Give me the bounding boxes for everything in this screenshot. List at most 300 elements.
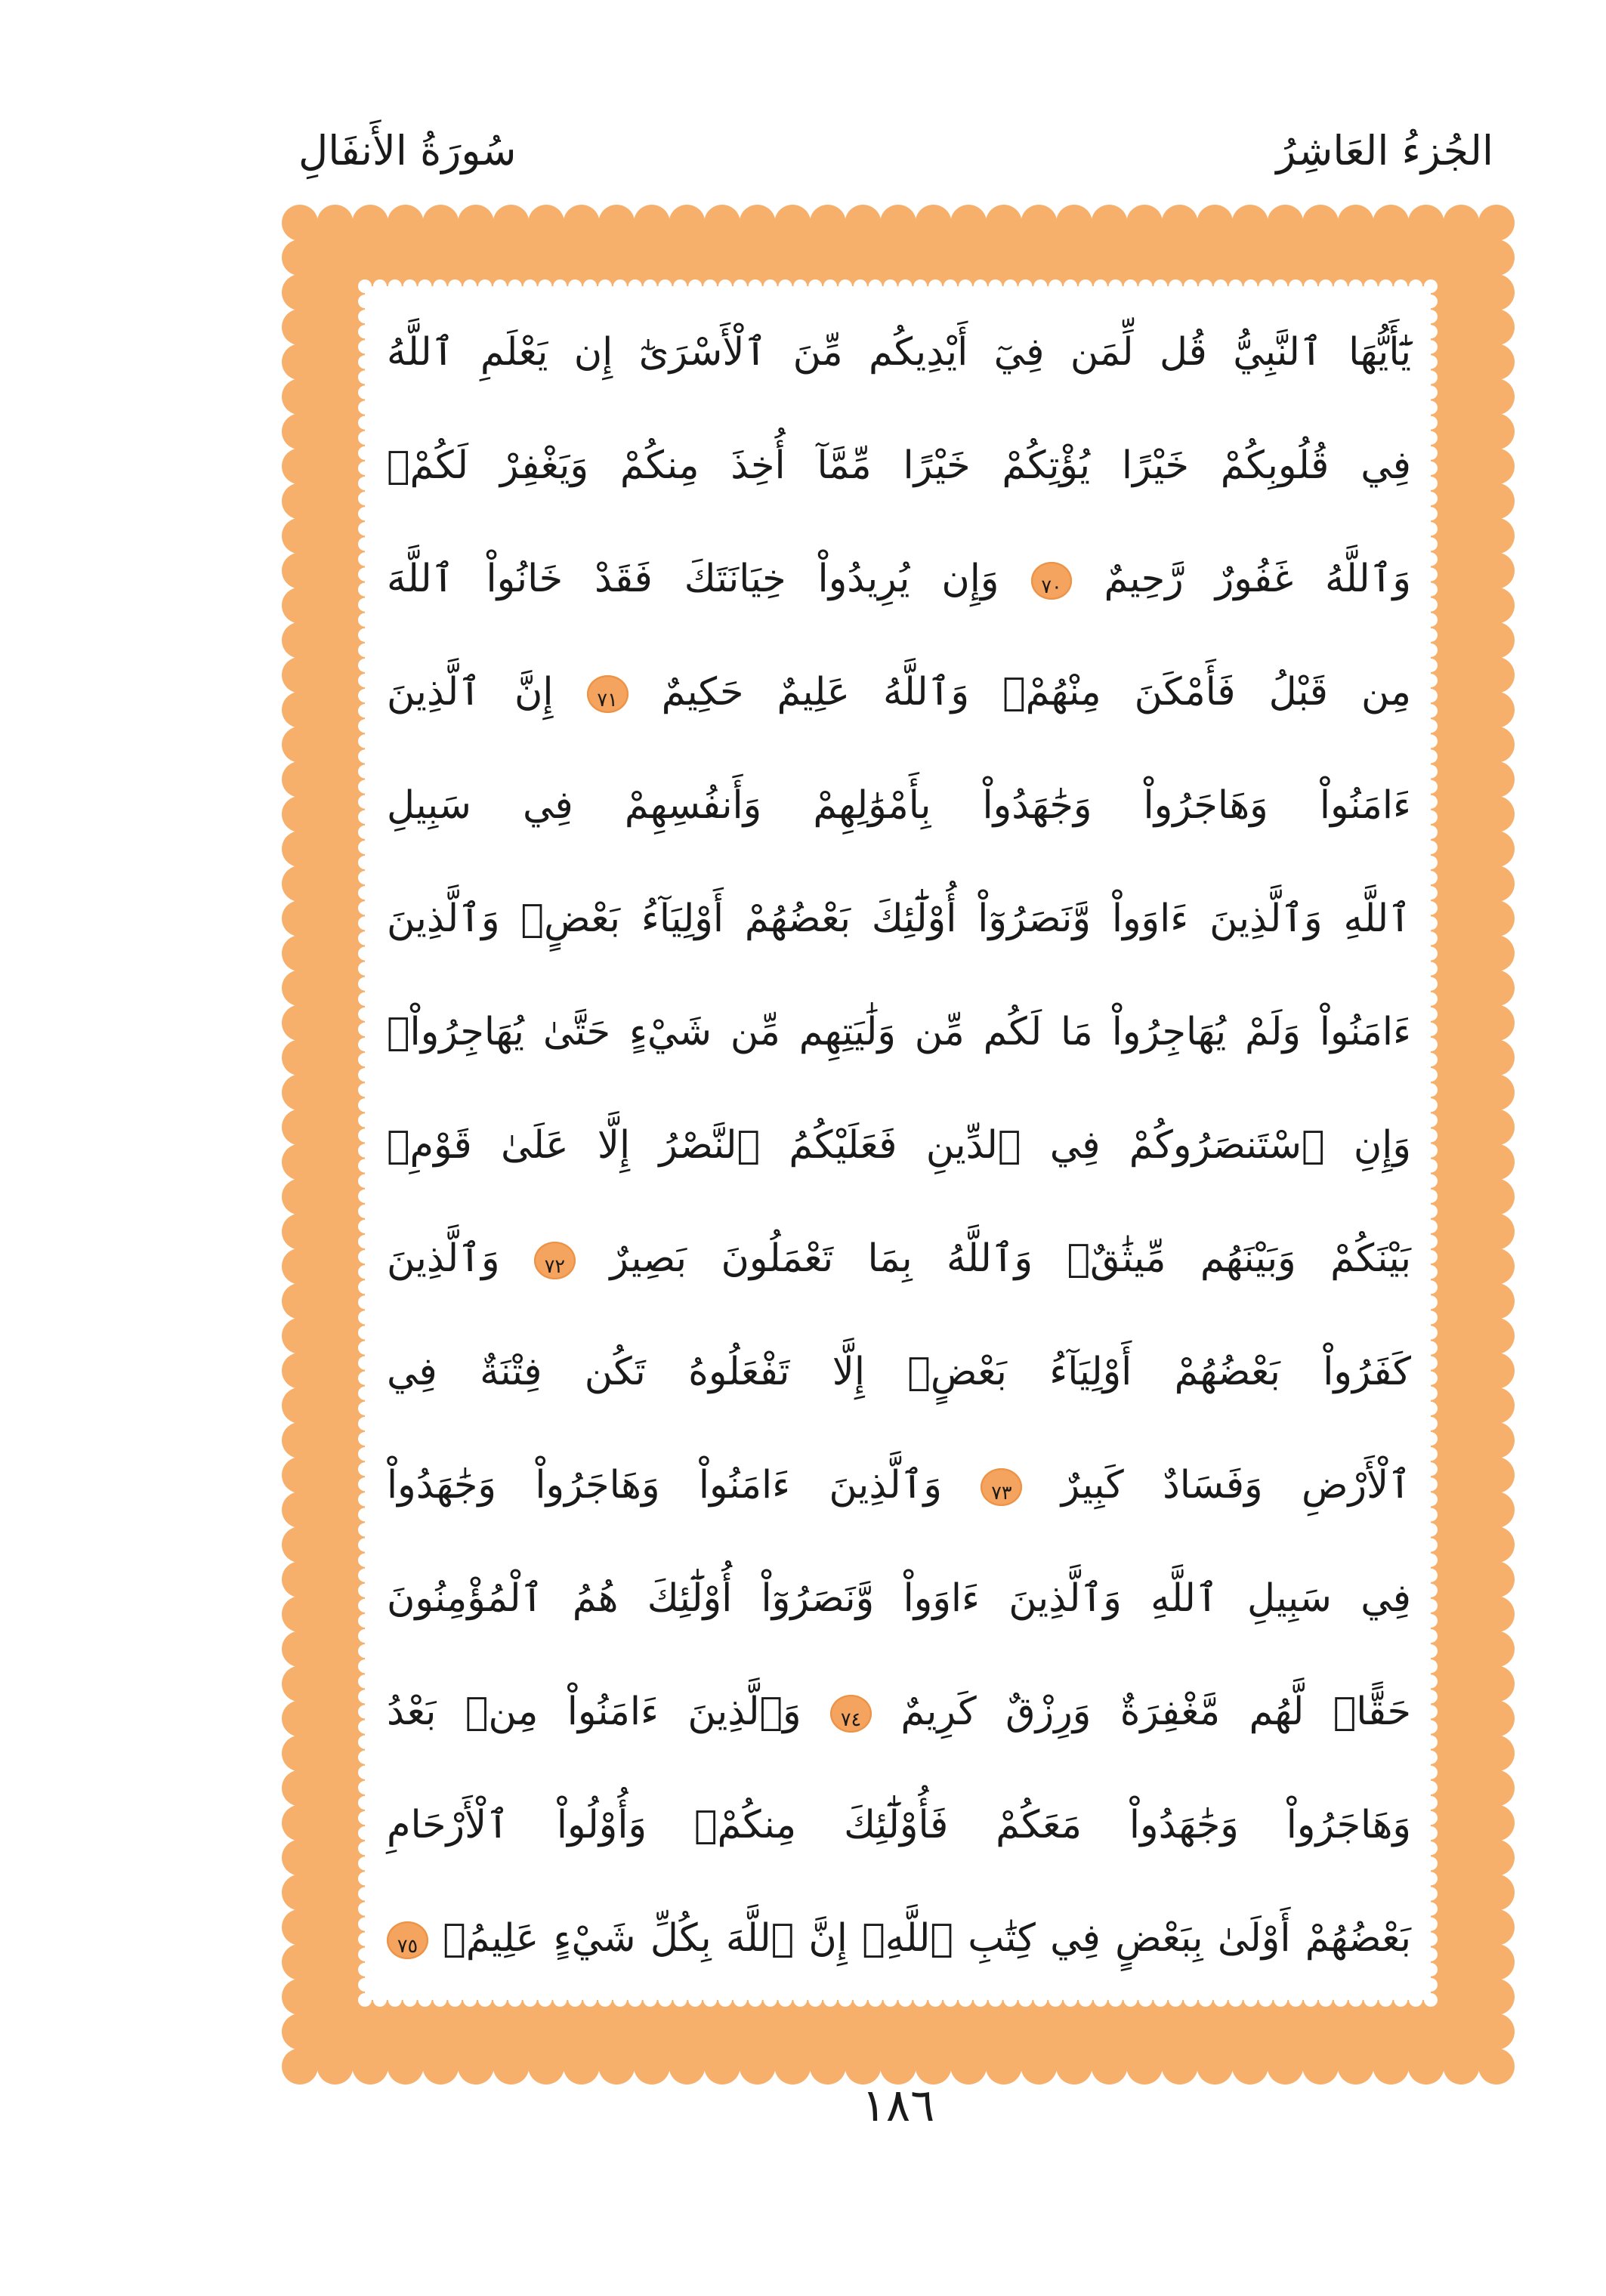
- frame-scallop: [793, 279, 807, 293]
- frame-scallop: [1424, 689, 1438, 702]
- frame-scallop: [1424, 1280, 1438, 1294]
- frame-scallop: [1424, 613, 1438, 627]
- frame-scallop: [508, 279, 522, 293]
- frame-scallop: [1033, 279, 1047, 293]
- frame-scallop: [358, 780, 372, 794]
- frame-scallop: [1424, 765, 1438, 779]
- frame-scallop: [1424, 992, 1438, 1006]
- frame-scallop: [1424, 947, 1438, 961]
- frame-scallop: [1424, 1584, 1438, 1597]
- frame-scallop: [1244, 279, 1258, 293]
- frame-scallop: [358, 1477, 372, 1491]
- frame-scallop: [358, 1644, 372, 1658]
- frame-scallop: [373, 1993, 387, 2007]
- frame-scallop: [358, 1053, 372, 1066]
- frame-scallop: [808, 279, 822, 293]
- frame-scallop: [1424, 841, 1438, 854]
- frame-scallop: [358, 461, 372, 475]
- frame-scallop: [1424, 1508, 1438, 1521]
- frame-scallop: [358, 1341, 372, 1355]
- frame-scallop: [523, 279, 537, 293]
- frame-scallop: [358, 1751, 372, 1764]
- frame-scallop: [358, 689, 372, 702]
- frame-scallop: [1079, 279, 1092, 293]
- frame-scallop: [358, 552, 372, 566]
- frame-scallop: [358, 598, 372, 612]
- frame-scallop: [1424, 1614, 1438, 1628]
- frame-scallop: [1424, 1295, 1438, 1309]
- frame-scallop: [1424, 446, 1438, 460]
- frame-scallop: [358, 1432, 372, 1446]
- frame-scallop: [358, 871, 372, 884]
- frame-scallop: [358, 507, 372, 520]
- line-text: وَهَاجَرُواْ وَجَٰهَدُواْ مَعَكُمْ فَأُوْلَٰٓئِكَ مِنكُمْۚ وَأُوْلُواْ ٱلْأَرْحَامِ: [387, 1803, 1411, 1847]
- ayah-number: ٧٣: [991, 1482, 1012, 1505]
- frame-scallop: [358, 1295, 372, 1309]
- frame-scallop: [1424, 1659, 1438, 1673]
- frame-scallop: [358, 826, 372, 839]
- frame-scallop: [358, 1826, 372, 1840]
- line-content: [387, 443, 1411, 488]
- frame-scallop: [358, 492, 372, 505]
- frame-scallop: [1424, 962, 1438, 976]
- frame-scallop: [1424, 826, 1438, 839]
- frame-scallop: [1424, 1796, 1438, 1810]
- frame-scallop: [1424, 1477, 1438, 1491]
- frame-scallop: [1424, 1554, 1438, 1567]
- frame-scallop: [358, 1205, 372, 1218]
- frame-scallop: [1424, 310, 1438, 323]
- frame-scallop: [358, 1993, 372, 2007]
- line-content: [387, 1010, 1411, 1054]
- line-text: ءَامَنُواْ وَهَاجَرُواْ وَجَٰهَدُواْ بِأَمْوَٰلِهِمْ وَأَنفُسِهِمْ فِي سَبِيلِ: [387, 783, 1411, 828]
- frame-scallop: [358, 1796, 372, 1810]
- frame-scallop: [1424, 568, 1438, 582]
- frame-scallop: [478, 279, 492, 293]
- frame-scallop: [1424, 643, 1438, 657]
- frame-scallop: [448, 279, 462, 293]
- frame-scallop: [1424, 386, 1438, 400]
- ayah-marker: [387, 1921, 428, 1959]
- frame-scallop: [358, 1918, 372, 1931]
- line-text: فِي قُلُوبِكُمْ خَيْرًا يُؤْتِكُمْ خَيْرًا مِّمَّآ أُخِذَ مِنكُمْ وَيَغْفِرْ لَكُمْۚ: [387, 443, 1411, 488]
- text-line-11: [387, 1429, 1411, 1542]
- frame-scallop: [358, 1948, 372, 1961]
- frame-scallop: [358, 1190, 372, 1203]
- frame-scallop: [358, 765, 372, 779]
- frame-scallop: [1124, 279, 1138, 293]
- frame-scallop: [358, 583, 372, 597]
- frame-scallop: [358, 340, 372, 353]
- line-text: يَٰٓأَيُّهَا ٱلنَّبِيُّ قُل لِّمَن فِيٓ أَيْدِيكُم مِّنَ ٱلْأَسْرَىٰٓ إِن يَعْلَمِ ٱللَّهُ: [387, 330, 1411, 375]
- frame-scallop: [1424, 1113, 1438, 1127]
- frame-scallop: [358, 1402, 372, 1415]
- frame-scallop: [1424, 795, 1438, 809]
- frame-scallop: [358, 310, 372, 323]
- frame-scallop: [629, 279, 642, 293]
- frame-scallop: [1319, 279, 1333, 293]
- line-content: [387, 1350, 1411, 1394]
- frame-scallop: [1304, 279, 1317, 293]
- frame-scallop: [373, 279, 387, 293]
- frame-scallop: [1424, 279, 1438, 293]
- line-content: [387, 896, 1411, 941]
- frame-scallop: [358, 1569, 372, 1582]
- frame-scallop: [1424, 1993, 1438, 2007]
- line-text: بَعْضُهُمْ أَوْلَىٰ بِبَعْضٍ فِي كِتَٰبِ ٱللَّهِۚ إِنَّ ٱللَّهَ بِكُلِّ شَيْءٍ عَلِيمُۢ: [443, 1916, 1412, 1961]
- frame-scallop: [1424, 1144, 1438, 1158]
- frame-scallop: [358, 613, 372, 627]
- frame-scallop: [1424, 931, 1438, 945]
- text-line-2: [387, 409, 1411, 523]
- frame-scallop: [358, 1326, 372, 1340]
- frame-scallop: [358, 1584, 372, 1597]
- frame-scallop: [358, 1705, 372, 1718]
- ayah-marker: [1031, 562, 1073, 600]
- frame-scallop: [358, 1674, 372, 1688]
- frame-scallop: [358, 1736, 372, 1749]
- frame-scallop: [1334, 279, 1348, 293]
- frame-scallop: [1424, 1235, 1438, 1248]
- line-text: ءَامَنُواْ وَلَمْ يُهَاجِرُواْ مَا لَكُم مِّن وَلَٰيَتِهِم مِّن شَيْءٍ حَتَّىٰ يُهَاجِرُواْۚ: [387, 1010, 1411, 1054]
- frame-scallop: [1394, 279, 1407, 293]
- frame-scallop: [1424, 416, 1438, 430]
- frame-scallop: [1424, 1766, 1438, 1779]
- frame-scallop: [1424, 1265, 1438, 1279]
- frame-scallop: [1424, 1174, 1438, 1188]
- frame-scallop: [1424, 1751, 1438, 1764]
- frame-scallop: [358, 719, 372, 733]
- frame-scallop: [1424, 1341, 1438, 1355]
- line-text: فِي سَبِيلِ ٱللَّهِ وَٱلَّذِينَ ءَاوَواْ وَّنَصَرُوٓاْ أُوْلَٰٓئِكَ هُمُ ٱلْمُؤْمِنُونَ: [387, 1576, 1411, 1621]
- frame-scallop: [358, 1038, 372, 1051]
- frame-scallop: [1424, 1492, 1438, 1506]
- line-text: وَٱلَّذِينَ ءَامَنُواْ وَهَاجَرُواْ وَجَٰهَدُواْ: [387, 1463, 942, 1508]
- page-header: [298, 119, 1493, 183]
- frame-scallop: [1424, 1038, 1438, 1051]
- frame-scallop: [358, 1659, 372, 1673]
- frame-scallop: [358, 401, 372, 415]
- frame-scallop: [358, 1492, 372, 1506]
- surah-title: سُورَةُ الأَنفَالِ: [298, 127, 517, 174]
- line-text: ٱللَّهِ وَٱلَّذِينَ ءَاوَواْ وَّنَصَرُوٓاْ أُوْلَٰٓئِكَ بَعْضُهُمْ أَوْلِيَآءُ بَعْضٍۚ وَٱلَّذِينَ: [387, 896, 1411, 941]
- frame-scallop: [1424, 1008, 1438, 1021]
- ayah-marker: [830, 1695, 872, 1733]
- ayah-number: ٧٢: [544, 1255, 566, 1279]
- frame-scallop: [854, 279, 867, 293]
- frame-scallop: [418, 279, 431, 293]
- frame-scallop: [358, 522, 372, 535]
- frame-scallop: [568, 279, 582, 293]
- frame-scallop: [358, 886, 372, 900]
- frame-scallop: [764, 279, 777, 293]
- line-text: وَإِن يُرِيدُواْ خِيَانَتَكَ فَقَدْ خَانُواْ ٱللَّهَ: [387, 557, 999, 601]
- line-text: وَٱللَّهُ غَفُورٌ رَّحِيمٌ: [1104, 557, 1412, 601]
- frame-scallop: [1424, 1978, 1438, 1992]
- frame-scallop: [358, 674, 372, 687]
- frame-scallop: [1424, 1310, 1438, 1324]
- line-text: إِنَّ ٱلَّذِينَ: [387, 670, 554, 714]
- frame-scallop: [1109, 279, 1123, 293]
- frame-scallop: [1424, 477, 1438, 490]
- frame-scallop: [358, 1008, 372, 1021]
- frame-scallop: [1064, 279, 1077, 293]
- frame-scallop: [1424, 492, 1438, 505]
- frame-scallop: [1424, 340, 1438, 353]
- frame-scallop: [1424, 810, 1438, 824]
- ayah-number: ٧٥: [397, 1935, 418, 1958]
- frame-scallop: [358, 749, 372, 763]
- text-line-15: [387, 1882, 1411, 1995]
- frame-scallop: [1424, 401, 1438, 415]
- frame-scallop: [1379, 279, 1392, 293]
- line-content: [387, 557, 1411, 601]
- ayah-number: ٧٤: [840, 1708, 862, 1732]
- frame-scallop: [1424, 704, 1438, 718]
- frame-scallop: [358, 1599, 372, 1612]
- frame-scallop: [1004, 279, 1018, 293]
- frame-scallop: [884, 279, 897, 293]
- frame-scallop: [644, 279, 657, 293]
- ayah-number: ٧٠: [1041, 576, 1062, 599]
- frame-scallop: [1424, 583, 1438, 597]
- frame-scallop: [358, 1690, 372, 1703]
- frame-scallop: [1424, 1083, 1438, 1097]
- frame-scallop: [358, 1720, 372, 1734]
- frame-scallop: [358, 568, 372, 582]
- frame-scallop: [1424, 1781, 1438, 1795]
- frame-scallop: [688, 279, 702, 293]
- frame-scallop: [1424, 431, 1438, 445]
- frame-scallop: [673, 279, 687, 293]
- frame-scallop: [869, 279, 882, 293]
- frame-scallop: [1424, 1690, 1438, 1703]
- frame-scallop: [1424, 1402, 1438, 1415]
- frame-scallop: [703, 279, 717, 293]
- line-content: [387, 1690, 1411, 1734]
- frame-scallop: [1289, 279, 1302, 293]
- line-content: [387, 1236, 1411, 1281]
- frame-scallop: [1154, 279, 1167, 293]
- frame-scallop: [1424, 1948, 1438, 1961]
- frame-scallop: [1424, 1159, 1438, 1173]
- frame-scallop: [734, 279, 747, 293]
- frame-scallop: [718, 279, 732, 293]
- frame-scallop: [1424, 1053, 1438, 1066]
- frame-scallop: [358, 1265, 372, 1279]
- frame-scallop: [358, 1554, 372, 1567]
- text-line-10: [387, 1316, 1411, 1429]
- frame-scallop: [1424, 1644, 1438, 1658]
- frame-scallop: [1424, 1220, 1438, 1233]
- line-content: [387, 670, 1411, 714]
- frame-scallop: [1424, 370, 1438, 384]
- text-line-14: [387, 1769, 1411, 1882]
- frame-scallop: [1424, 1856, 1438, 1870]
- frame-scallop: [1424, 1629, 1438, 1643]
- frame-scallop: [358, 1068, 372, 1082]
- frame-scallop: [1424, 1326, 1438, 1340]
- frame-scallop: [1424, 1023, 1438, 1036]
- frame-scallop: [658, 279, 672, 293]
- line-text: وَٱلَّذِينَ: [387, 1236, 500, 1281]
- frame-scallop: [989, 279, 1002, 293]
- frame-scallop: [538, 279, 551, 293]
- frame-scallop: [749, 279, 762, 293]
- frame-scallop: [358, 1978, 372, 1992]
- frame-scallop: [1424, 780, 1438, 794]
- frame-scallop: [1424, 1841, 1438, 1855]
- frame-scallop: [358, 1811, 372, 1825]
- frame-scallop: [358, 1280, 372, 1294]
- text-line-1: [387, 296, 1411, 409]
- frame-scallop: [1424, 916, 1438, 930]
- frame-scallop: [1424, 1417, 1438, 1430]
- frame-scallop: [613, 279, 627, 293]
- frame-scallop: [358, 386, 372, 400]
- frame-scallop: [1424, 537, 1438, 551]
- frame-scallop: [1424, 659, 1438, 672]
- text-line-9: [387, 1202, 1411, 1316]
- frame-scallop: [358, 325, 372, 338]
- frame-scallop: [1424, 1918, 1438, 1931]
- frame-scallop: [358, 355, 372, 369]
- frame-scallop: [1424, 977, 1438, 991]
- frame-scallop: [1424, 1736, 1438, 1749]
- frame-scallop: [1364, 279, 1378, 293]
- frame-scallop: [823, 279, 837, 293]
- frame-scallop: [358, 1310, 372, 1324]
- line-content: [387, 1803, 1411, 1847]
- frame-scallop: [358, 931, 372, 945]
- frame-scallop: [1424, 1068, 1438, 1082]
- frame-scallop: [358, 1356, 372, 1370]
- frame-scallop: [1424, 1903, 1438, 1916]
- frame-scallop: [358, 1933, 372, 1946]
- frame-scallop: [358, 1235, 372, 1248]
- frame-scallop: [1274, 279, 1287, 293]
- line-text: مِن قَبْلُ فَأَمْكَنَ مِنْهُمْۗ وَٱللَّهُ عَلِيمٌ حَكِيمٌ: [661, 670, 1411, 714]
- frame-scallop: [358, 1098, 372, 1112]
- frame-scallop: [358, 901, 372, 915]
- frame-scallop: [1424, 1887, 1438, 1900]
- frame-scallop: [1424, 1447, 1438, 1461]
- frame-scallop: [928, 279, 942, 293]
- frame-scallop: [358, 1523, 372, 1537]
- frame-scallop: [1259, 279, 1272, 293]
- frame-scallop: [358, 1083, 372, 1097]
- frame-scallop: [1424, 552, 1438, 566]
- frame-scallop: [358, 1462, 372, 1476]
- frame-scallop: [358, 734, 372, 748]
- frame-scallop: [358, 1508, 372, 1521]
- frame-scallop: [839, 279, 852, 293]
- frame-scallop: [358, 1872, 372, 1885]
- frame-scallop: [358, 370, 372, 384]
- frame-scallop: [1424, 901, 1438, 915]
- frame-scallop: [1424, 1538, 1438, 1552]
- frame-scallop: [358, 416, 372, 430]
- frame-scallop: [1424, 1599, 1438, 1612]
- frame-scallop: [358, 795, 372, 809]
- line-content: [387, 1916, 1411, 1961]
- frame-scallop: [1199, 279, 1212, 293]
- frame-scallop: [598, 279, 612, 293]
- frame-scallop: [1424, 1128, 1438, 1142]
- frame-scallop: [358, 659, 372, 672]
- juz-title: الجُزءُ العَاشِرُ: [1276, 127, 1493, 174]
- frame-scallop: [1169, 279, 1182, 293]
- frame-scallop: [358, 1766, 372, 1779]
- frame-scallop: [583, 279, 597, 293]
- frame-scallop: [1424, 598, 1438, 612]
- text-line-6: [387, 863, 1411, 976]
- frame-scallop: [1424, 1811, 1438, 1825]
- frame-scallop: [1424, 1872, 1438, 1885]
- frame-scallop: [1424, 507, 1438, 520]
- frame-scallop: [1424, 1674, 1438, 1688]
- ayah-marker: [981, 1468, 1022, 1506]
- frame-scallop: [1424, 1933, 1438, 1946]
- frame-scallop: [358, 977, 372, 991]
- frame-scallop: [358, 1887, 372, 1900]
- frame-scallop: [1424, 674, 1438, 687]
- frame-scallop: [358, 628, 372, 642]
- frame-scallop: [778, 279, 792, 293]
- frame-scallop: [358, 1387, 372, 1400]
- frame-scallop: [1424, 1523, 1438, 1537]
- frame-scallop: [358, 1903, 372, 1916]
- frame-scallop: [1424, 1705, 1438, 1718]
- frame-scallop: [358, 916, 372, 930]
- frame-scallop: [1424, 1387, 1438, 1400]
- frame-scallop: [358, 431, 372, 445]
- line-content: [387, 330, 1411, 375]
- frame-scallop: [358, 856, 372, 869]
- frame-scallop: [493, 279, 507, 293]
- frame-scallop: [358, 962, 372, 976]
- frame-scallop: [1424, 749, 1438, 763]
- frame-scallop: [358, 1447, 372, 1461]
- frame-scallop: [1424, 734, 1438, 748]
- frame-scallop: [358, 1629, 372, 1643]
- frame-scallop: [1424, 856, 1438, 869]
- ayah-number: ٧١: [597, 689, 618, 712]
- frame-scallop: [358, 1781, 372, 1795]
- frame-scallop: [358, 1372, 372, 1385]
- frame-scallop: [403, 279, 417, 293]
- frame-scallop: [1424, 719, 1438, 733]
- ayah-marker: [534, 1242, 576, 1279]
- frame-scallop: [913, 279, 927, 293]
- frame-scallop: [463, 279, 477, 293]
- frame-scallop: [358, 1963, 372, 1977]
- frame-scallop: [1424, 1205, 1438, 1218]
- frame-scallop: [1424, 295, 1438, 308]
- frame-scallop: [898, 279, 912, 293]
- frame-scallop: [358, 1113, 372, 1127]
- frame-scallop: [433, 279, 446, 293]
- frame-scallop: [1424, 522, 1438, 535]
- frame-scallop: [358, 1614, 372, 1628]
- frame-scallop: [1018, 279, 1032, 293]
- frame-scallop: [1424, 1372, 1438, 1385]
- frame-scallop: [358, 537, 372, 551]
- frame-scallop: [1184, 279, 1197, 293]
- frame-scallop: [1349, 279, 1363, 293]
- frame-scallop: [358, 295, 372, 308]
- frame-scallop: [1424, 1098, 1438, 1112]
